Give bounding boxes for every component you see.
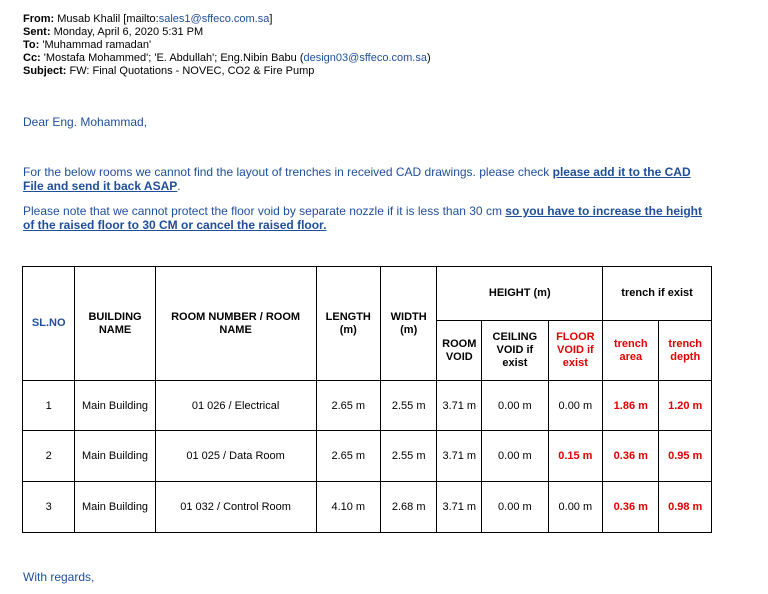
cell-length: 2.65 m [316,381,380,431]
cc-end: ) [426,52,431,64]
subject-line [23,65,431,78]
cell-length: 4.10 m [316,482,380,533]
greeting: Dear Eng. Mohammad, [23,115,148,129]
cc-email-link[interactable]: design03@sffeco.com.sa [303,52,427,64]
cell-trench-depth: 0.95 m [659,431,712,482]
p1-end: . [177,179,181,193]
sent-value: Monday, April 6, 2020 5:31 PM [53,26,204,38]
header-trench-exist: trench if exist [603,267,712,321]
subject-value: FW: Final Quotations - NOVEC, CO2 & Fire Pump [69,65,315,77]
subject-label: Subject: [23,65,67,77]
cell-ceiling-void: 0.00 m [482,431,548,482]
sent-label: Sent: [23,26,51,38]
to-value: 'Muhammad ramadan' [42,39,152,51]
header-trench-depth: trench depth [659,321,712,381]
cell-width: 2.55 m [381,431,437,482]
cell-length: 2.65 m [316,431,380,482]
cell-trench-area: 0.36 m [603,431,659,482]
cell-room-void: 3.71 m [437,381,482,431]
p1-emphasis: please add it to the CAD File and send it back ASAP [23,165,691,193]
header-sl-no: SL.NO [23,267,75,381]
cell-width: 2.68 m [381,482,437,533]
cc-value: 'Mostafa Mohammed'; 'E. Abdullah'; Eng.Nibin Babu ( [43,52,304,64]
cell-room: 01 032 / Control Room [155,482,316,533]
header-row-1 [23,267,712,321]
table-row [23,381,712,431]
header-building: BUILDING NAME [75,267,155,381]
cc-label: Cc: [23,52,41,64]
cell-building: Main Building [75,431,155,482]
cell-trench-depth: 1.20 m [659,381,712,431]
cell-floor-void: 0.00 m [548,482,603,533]
cell-trench-depth: 0.98 m [659,482,712,533]
p2-emphasis: so you have to increase the height of the raised floor to 30 CM or cancel the raised floor. [23,204,702,232]
header-floor-void: FLOOR VOID if exist [548,321,603,381]
cc-line [23,52,431,65]
sent-line [23,26,431,39]
cell-room: 01 026 / Electrical [155,381,316,431]
paragraph-floor-void [23,204,713,232]
from-line [23,13,431,26]
from-end: ] [269,13,273,25]
cell-ceiling-void: 0.00 m [482,482,548,533]
email-header [23,13,431,78]
to-line [23,39,431,52]
from-email-link[interactable]: sales1@sffeco.com.sa [158,13,270,25]
from-name: Musab Khalil [mailto: [57,13,159,25]
header-width: WIDTH (m) [381,267,437,381]
paragraph-trenches [23,165,713,193]
cell-sl: 1 [23,381,75,431]
cell-trench-area: 1.86 m [603,381,659,431]
cell-trench-area: 0.36 m [603,482,659,533]
p2-text: Please note that we cannot protect the floor void by separate nozzle if it is less than 30 cm [23,204,506,218]
cell-building: Main Building [75,482,155,533]
cell-room: 01 025 / Data Room [155,431,316,482]
table-row [23,431,712,482]
cell-width: 2.55 m [381,381,437,431]
cell-building: Main Building [75,381,155,431]
cell-sl: 3 [23,482,75,533]
header-room: ROOM NUMBER / ROOM NAME [155,267,316,381]
from-label: From: [23,13,55,25]
cell-room-void: 3.71 m [437,431,482,482]
cell-sl: 2 [23,431,75,482]
table-row [23,482,712,533]
header-height: HEIGHT (m) [437,267,603,321]
cell-floor-void: 0.15 m [548,431,603,482]
header-room-void: ROOM VOID [437,321,482,381]
rooms-table [22,266,712,533]
header-trench-area: trench area [603,321,659,381]
p1-text: For the below rooms we cannot find the layout of trenches in received CAD drawings. please check [23,165,553,179]
cell-room-void: 3.71 m [437,482,482,533]
cell-floor-void: 0.00 m [548,381,603,431]
closing: With regards, [23,570,95,584]
cell-ceiling-void: 0.00 m [482,381,548,431]
to-label: To: [23,39,40,51]
header-length: LENGTH (m) [316,267,380,381]
header-ceiling-void: CEILING VOID if exist [482,321,548,381]
